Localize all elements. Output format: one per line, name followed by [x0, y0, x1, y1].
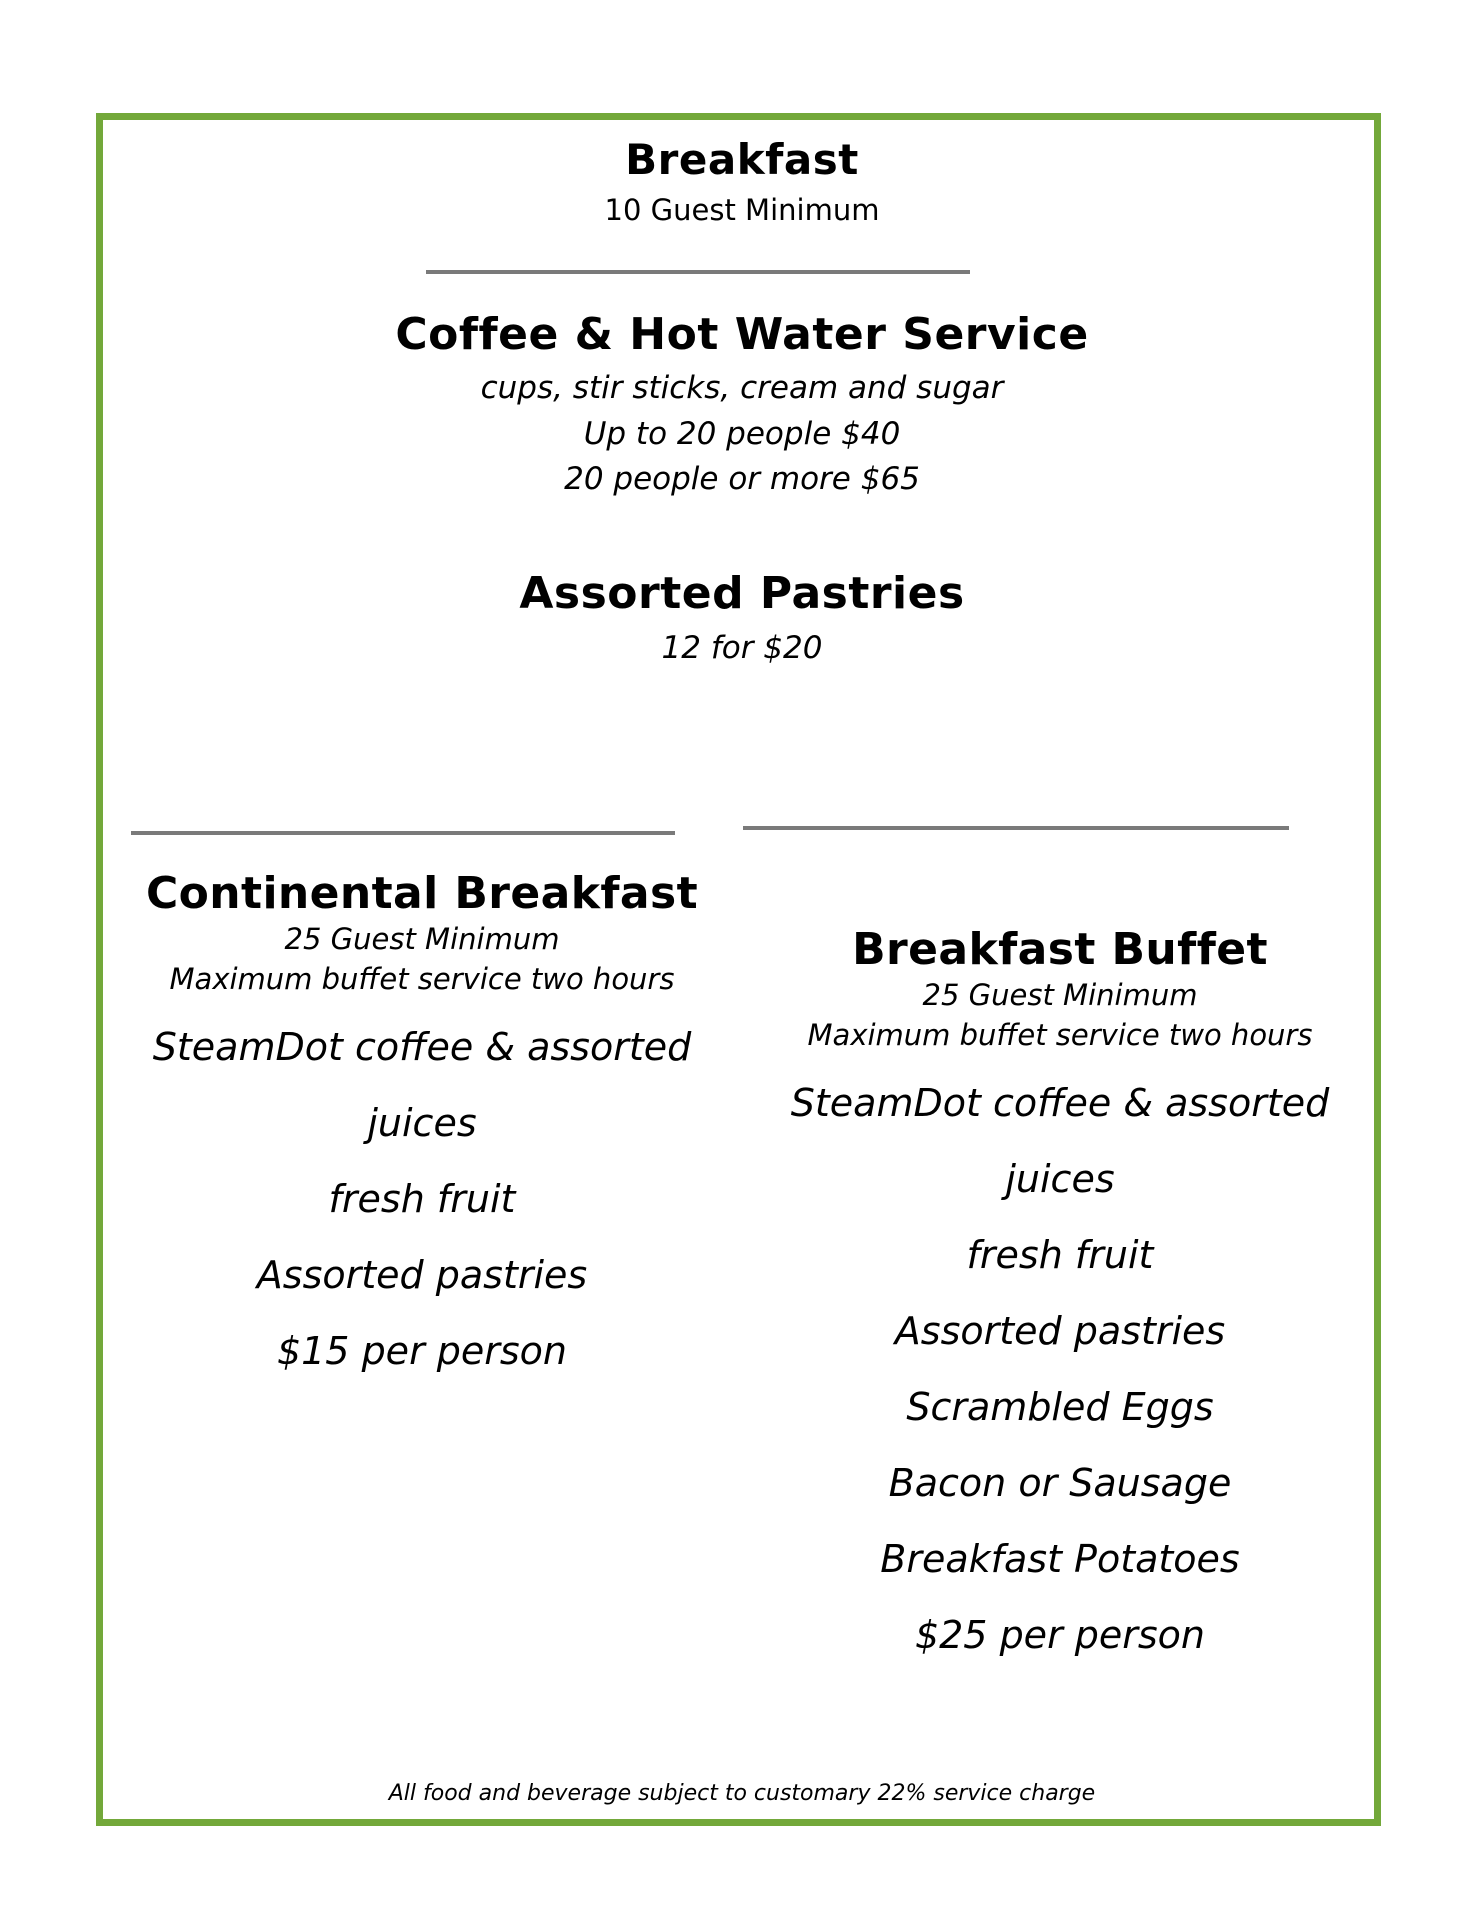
coffee-line-1: cups, stir sticks, cream and sugar: [480, 370, 1004, 406]
buffet-item: fresh fruit: [966, 1233, 1154, 1277]
coffee-line-2: Up to 20 people $40: [583, 416, 901, 452]
buffet-item: SteamDot coffee & assorted: [790, 1081, 1330, 1125]
coffee-line-3: 20 people or more $65: [564, 461, 920, 497]
service-charge-note: All food and beverage subject to customary 22% service charge: [388, 1781, 1096, 1806]
continental-item: fresh fruit: [328, 1177, 516, 1221]
buffet-item: juices: [1005, 1157, 1115, 1201]
continental-item: SteamDot coffee & assorted: [152, 1025, 692, 1069]
divider-right: [743, 826, 1289, 830]
buffet-item: Breakfast Potatoes: [880, 1537, 1240, 1581]
pastries-price: 12 for $20: [661, 630, 823, 666]
continental-duration: Maximum buffet service two hours: [169, 962, 675, 996]
buffet-item: Scrambled Eggs: [906, 1385, 1214, 1429]
buffet-section: [770, 924, 1350, 1673]
buffet-duration: Maximum buffet service two hours: [807, 1018, 1313, 1052]
continental-price: $15 per person: [276, 1329, 568, 1373]
continental-item: juices: [367, 1101, 477, 1145]
coffee-title: Coffee & Hot Water Service: [395, 309, 1089, 360]
page-subtitle: 10 Guest Minimum: [604, 193, 880, 227]
continental-section: [132, 868, 712, 1389]
continental-title: Continental Breakfast: [145, 868, 699, 919]
page-title: Breakfast: [625, 135, 859, 184]
continental-item: Assorted pastries: [256, 1253, 588, 1297]
pastries-title: Assorted Pastries: [519, 568, 965, 619]
buffet-item: Bacon or Sausage: [888, 1461, 1232, 1505]
buffet-min: 25 Guest Minimum: [922, 978, 1198, 1012]
buffet-price: $25 per person: [914, 1613, 1206, 1657]
buffet-item: Assorted pastries: [894, 1309, 1226, 1353]
divider-top: [426, 270, 970, 274]
continental-min: 25 Guest Minimum: [284, 922, 560, 956]
buffet-title: Breakfast Buffet: [852, 924, 1268, 975]
divider-left: [131, 831, 675, 835]
